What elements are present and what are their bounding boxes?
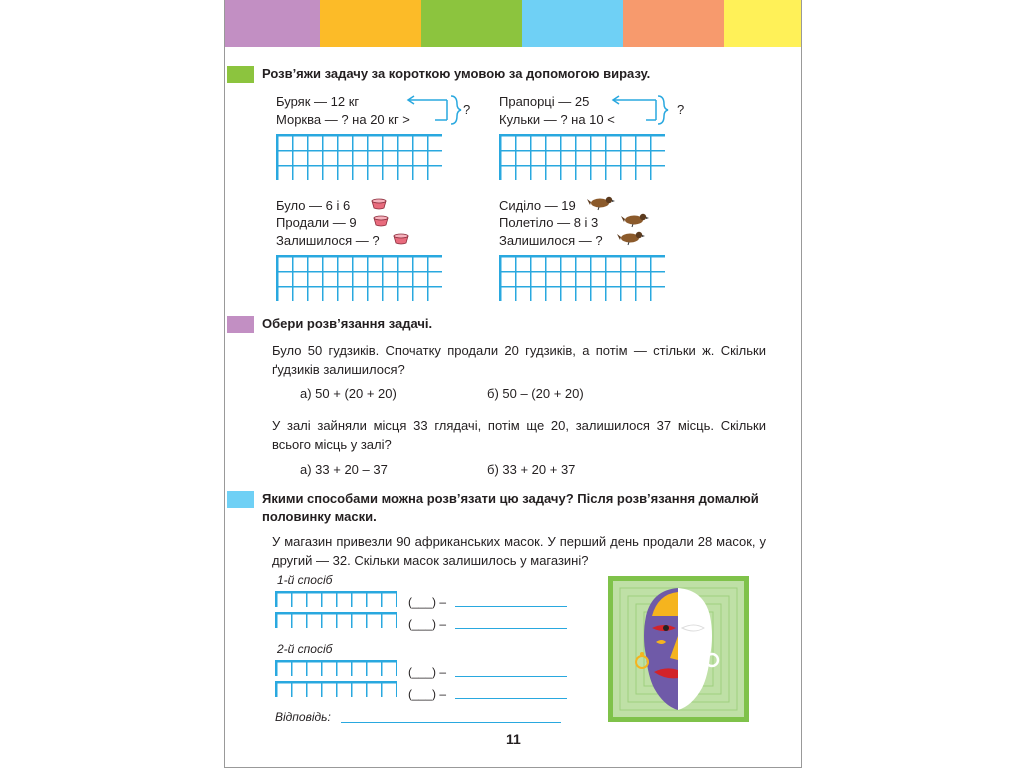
- task1d-line3: Залишилося — ?: [499, 233, 603, 248]
- bowl-icon: [373, 213, 389, 227]
- task1a-answer-grid[interactable]: [276, 134, 442, 180]
- color-stripe-orange: [320, 0, 421, 47]
- method1-grid-row2[interactable]: [275, 612, 397, 628]
- bird-icon: [621, 211, 649, 227]
- method2-answer-line1[interactable]: [455, 676, 567, 677]
- task1c-line2: Продали — 9: [276, 215, 357, 230]
- task1d-line1: Сиділо — 19: [499, 198, 576, 213]
- color-stripe-blue: [522, 0, 623, 47]
- method2-label: 2-й спосіб: [277, 642, 333, 656]
- bird-icon: [587, 194, 615, 210]
- task2-problem2: У залі зайняли місця 33 глядачі, потім ще 20, залишилося 37 місць. Скільки всього місць у залі?: [272, 418, 766, 452]
- color-stripe-purple: [225, 0, 320, 47]
- task1-marker: [227, 66, 254, 83]
- task2-p1-option-b[interactable]: б) 50 – (20 + 20): [487, 386, 584, 401]
- task1b-question: ?: [677, 102, 685, 117]
- task3-problem: У магазин привезли 90 африканських масок. У перший день продали 28 масок, у другий — 32. Скільки масок залишилось у магазині?: [272, 534, 766, 568]
- method1-answer-line2[interactable]: [455, 628, 567, 629]
- method2-grid-row1[interactable]: [275, 660, 397, 676]
- answer-label: Відповідь:: [275, 710, 331, 724]
- method1-answer-line1[interactable]: [455, 606, 567, 607]
- method2-answer-line2[interactable]: [455, 698, 567, 699]
- task1b-line2: Кульки — ? на 10 <: [499, 112, 615, 127]
- task1d-answer-grid[interactable]: [499, 255, 665, 301]
- task1d-line2: Полетіло — 8 і 3: [499, 215, 599, 230]
- task1-heading: Розв’яжи задачу за короткою умовою за допомогою виразу.: [262, 66, 651, 81]
- task1b-arrow-brace-icon: [610, 94, 680, 128]
- bowl-icon: [393, 231, 409, 245]
- method1-label: 1-й спосіб: [277, 573, 333, 587]
- task2-problem1: Було 50 гудзиків. Спочатку продали 20 гудзиків, а потім — стільки ж. Скільки ґудзиків залишилося?: [272, 343, 766, 377]
- task2-marker: [227, 316, 254, 333]
- task1a-line1: Буряк — 12 кг: [276, 94, 360, 109]
- task1a-line2: Морква — ? на 20 кг >: [276, 112, 410, 127]
- bowl-icon: [371, 196, 387, 210]
- task2-p2-option-b[interactable]: б) 33 + 20 + 37: [487, 462, 576, 477]
- task1b-answer-grid[interactable]: [499, 134, 665, 180]
- african-mask-illustration: [608, 576, 749, 722]
- method1-grid-row1[interactable]: [275, 591, 397, 607]
- color-stripe-salmon: [623, 0, 724, 47]
- task1b-line1: Прапорці — 25: [499, 94, 590, 109]
- method2-grid-row2[interactable]: [275, 681, 397, 697]
- task2-p1-option-a[interactable]: а) 50 + (20 + 20): [300, 386, 397, 401]
- bird-icon: [617, 229, 645, 245]
- method1-blank1: (___) –: [408, 595, 447, 609]
- method2-blank2: (___) –: [408, 687, 447, 701]
- task1c-line1: Було — 6 і 6: [276, 198, 351, 213]
- task2-p2-option-a[interactable]: а) 33 + 20 – 37: [300, 462, 388, 477]
- task1c-answer-grid[interactable]: [276, 255, 442, 301]
- answer-line[interactable]: [341, 722, 561, 723]
- color-stripe-yellow: [724, 0, 801, 47]
- task2-heading: Обери розв’язання задачі.: [262, 316, 433, 331]
- task1c-line3: Залишилося — ?: [276, 233, 380, 248]
- task1a-question: ?: [463, 102, 471, 117]
- color-stripe-green: [421, 0, 522, 47]
- workbook-page: [224, 0, 802, 768]
- task3-heading: Якими способами можна розв’язати цю задачу? Після розв’язання домалюй половинку маски.: [262, 491, 759, 524]
- task3-marker: [227, 491, 254, 508]
- method2-blank1: (___) –: [408, 665, 447, 679]
- method1-blank2: (___) –: [408, 617, 447, 631]
- page-number: 11: [506, 731, 521, 747]
